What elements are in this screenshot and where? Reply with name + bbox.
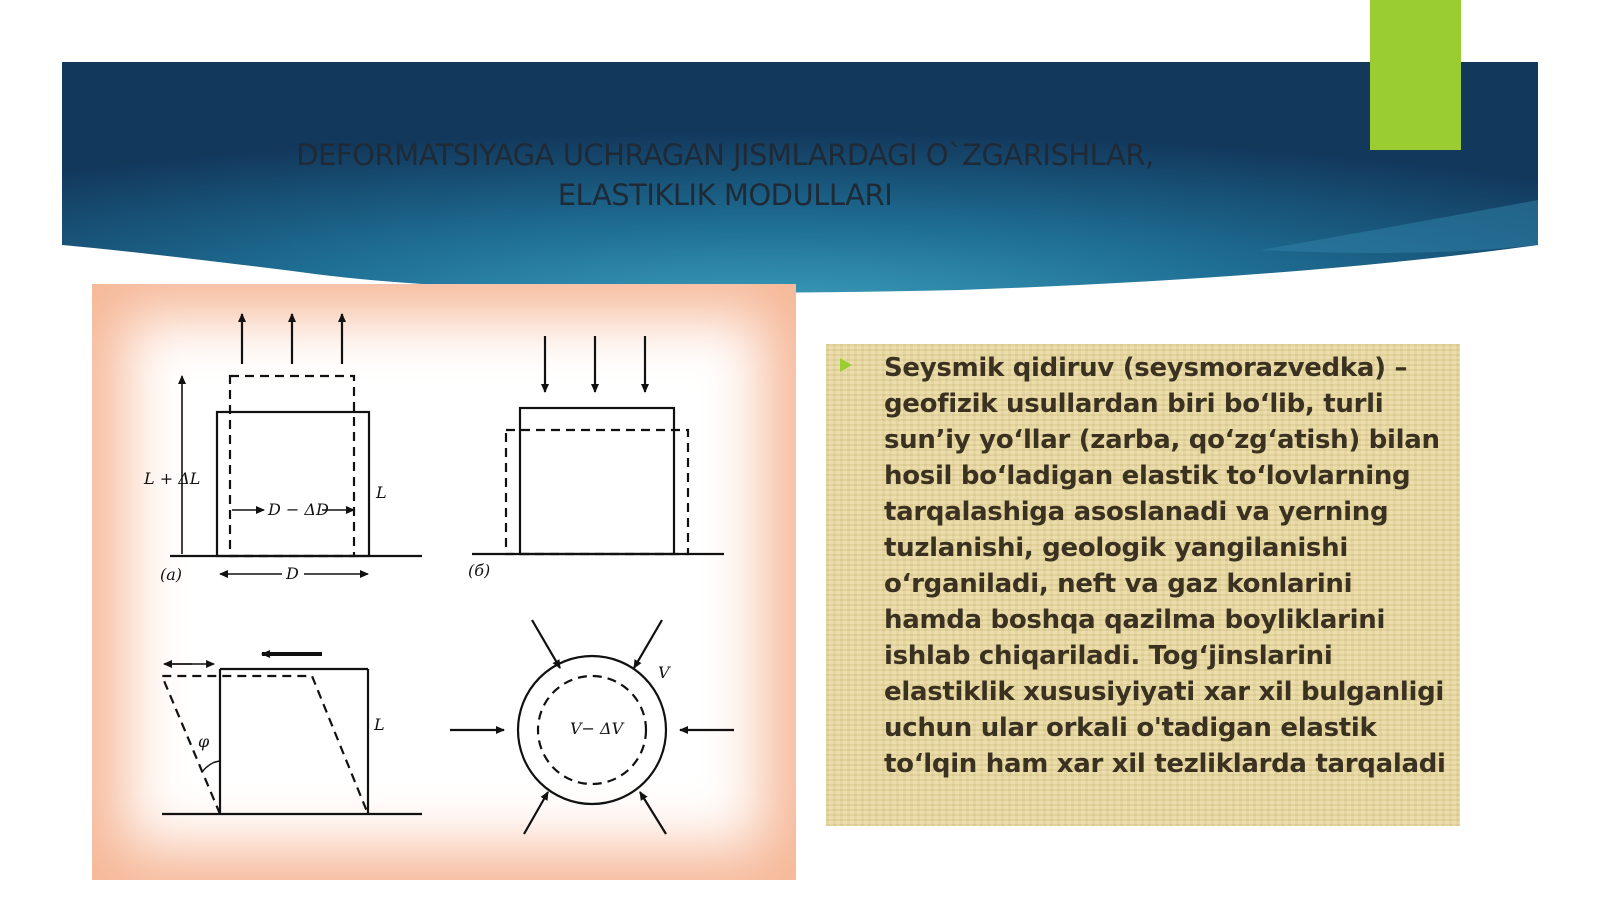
label-diameter: D <box>286 564 299 583</box>
slide-title-line-1: DEFORMATSIYAGA UCHRAGAN JISMLARDAGI O`ZGARISHLAR, <box>296 138 1154 172</box>
panel-a-tension <box>170 314 422 574</box>
accent-bar <box>1370 0 1461 150</box>
label-volume: V <box>658 663 670 682</box>
panel-b-compression <box>472 336 724 554</box>
deformation-diagram <box>92 284 796 880</box>
content-paragraph: Seysmik qidiruv (seysmorazvedka) – geofizik usullardan biri bo‘lib, turli sun’iy yo‘llar (zarba, qo‘zg‘atish) bilan hosil bo‘ladigan elastik to‘lovlarning tarqalashiga asoslanadi va yerning tuzlanishi, geologik yangilanishi o‘rganiladi, neft va gaz konlarini hamda boshqa qazilma boyliklarini ishlab chiqariladi. Tog‘jinslarini elastiklik xususiyiyati xar xil bulganligi uchun ular orkali o'tadigan elastik to‘lqin ham xar xil tezliklarda tarqaladi <box>884 353 1446 779</box>
label-volume-change: V− ΔV <box>570 719 624 738</box>
label-length: L <box>376 483 387 502</box>
bullet-arrow-icon <box>840 358 852 372</box>
slide-title <box>180 135 1270 215</box>
label-shear-length: L <box>374 715 385 734</box>
label-shear-angle: φ <box>198 732 210 751</box>
label-panel-b: (б) <box>468 561 491 580</box>
label-panel-a: (a) <box>160 565 183 584</box>
content-box <box>826 344 1460 826</box>
deformation-figure <box>92 284 796 880</box>
label-diameter-change: D − ΔD <box>268 500 329 519</box>
slide-title-line-2: ELASTIKLIK MODULLARI <box>557 178 893 212</box>
label-length-change: L + ΔL <box>144 469 201 488</box>
